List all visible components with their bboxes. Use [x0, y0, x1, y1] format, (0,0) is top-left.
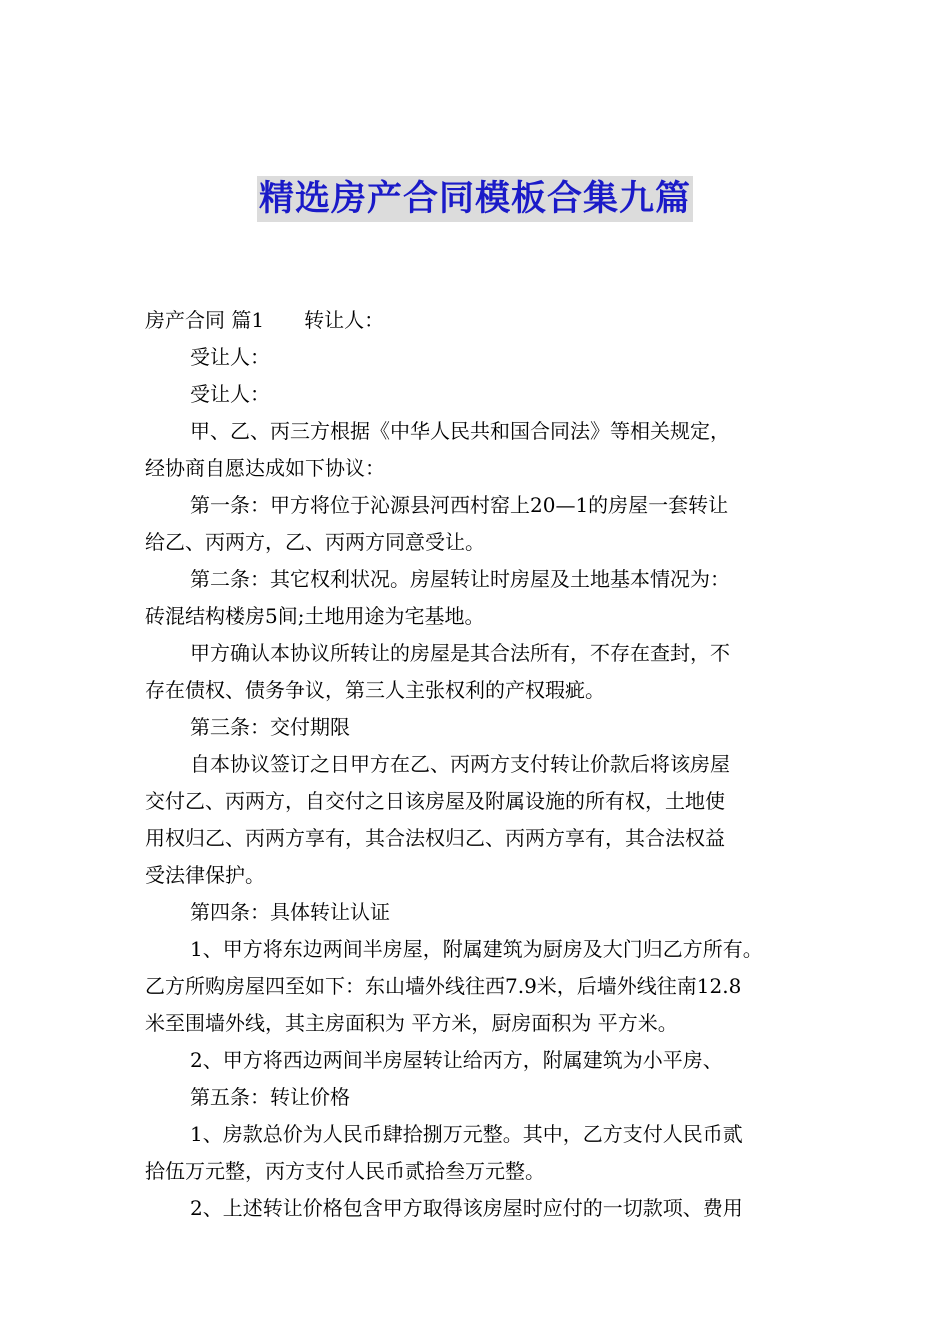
- paragraph-line: 第四条：具体转让认证: [190, 900, 390, 924]
- paragraph-line: 乙方所购房屋四至如下：东山墙外线往西7.9米，后墙外线往南12.8: [145, 974, 742, 998]
- paragraph-line: 给乙、丙两方，乙、丙两方同意受让。: [145, 530, 485, 554]
- paragraph-line: 米至围墙外线，其主房面积为 平方米，厨房面积为 平方米。: [145, 1011, 678, 1035]
- paragraph-line: 受让人：: [190, 382, 270, 406]
- contract-heading-line: [145, 302, 810, 339]
- paragraph-line: 拾伍万元整，丙方支付人民币贰拾叁万元整。: [145, 1159, 545, 1183]
- paragraph-line: 第一条：甲方将位于沁源县河西村窑上20—1的房屋一套转让: [190, 493, 729, 517]
- paragraph-line: 2、上述转让价格包含甲方取得该房屋时应付的一切款项、费用: [190, 1196, 743, 1220]
- paragraph-line: 交付乙、丙两方，自交付之日该房屋及附属设施的所有权，土地使: [145, 789, 725, 813]
- paragraph-line: 甲方确认本协议所转让的房屋是其合法所有，不存在查封，不: [190, 641, 730, 665]
- paragraph-line: 自本协议签订之日甲方在乙、丙两方支付转让价款后将该房屋: [190, 752, 730, 776]
- paragraph-line: 第五条：转让价格: [190, 1085, 350, 1109]
- paragraph-line: 2、甲方将西边两间半房屋转让给丙方，附属建筑为小平房、: [190, 1048, 723, 1072]
- title-container: [0, 176, 950, 222]
- paragraph-line: 受法律保护。: [145, 863, 265, 887]
- paragraph-line: 1、房款总价为人民币肆拾捌万元整。其中，乙方支付人民币贰: [190, 1122, 743, 1146]
- paragraph-line: 第三条：交付期限: [190, 715, 350, 739]
- paragraph-line: 第二条：其它权利状况。房屋转让时房屋及土地基本情况为：: [190, 567, 730, 591]
- document-body: [145, 302, 810, 1227]
- transferor-label: 转让人：: [304, 308, 385, 332]
- paragraph-line: 受让人：: [190, 345, 270, 369]
- paragraph-line: 经协商自愿达成如下协议：: [145, 456, 385, 480]
- paragraph-line: 1、甲方将东边两间半房屋，附属建筑为厨房及大门归乙方所有。: [190, 937, 763, 961]
- document-title: 精选房产合同模板合集九篇: [257, 176, 693, 222]
- paragraph-line: 存在债权、债务争议，第三人主张权利的产权瑕疵。: [145, 678, 605, 702]
- paragraph-line: 用权归乙、丙两方享有，其合法权归乙、丙两方享有，其合法权益: [145, 826, 725, 850]
- paragraph-line: 甲、乙、丙三方根据《中华人民共和国合同法》等相关规定，: [190, 419, 730, 443]
- paragraph-line: 砖混结构楼房5间;土地用途为宅基地。: [145, 604, 485, 628]
- contract-heading: 房产合同 篇1: [145, 308, 265, 332]
